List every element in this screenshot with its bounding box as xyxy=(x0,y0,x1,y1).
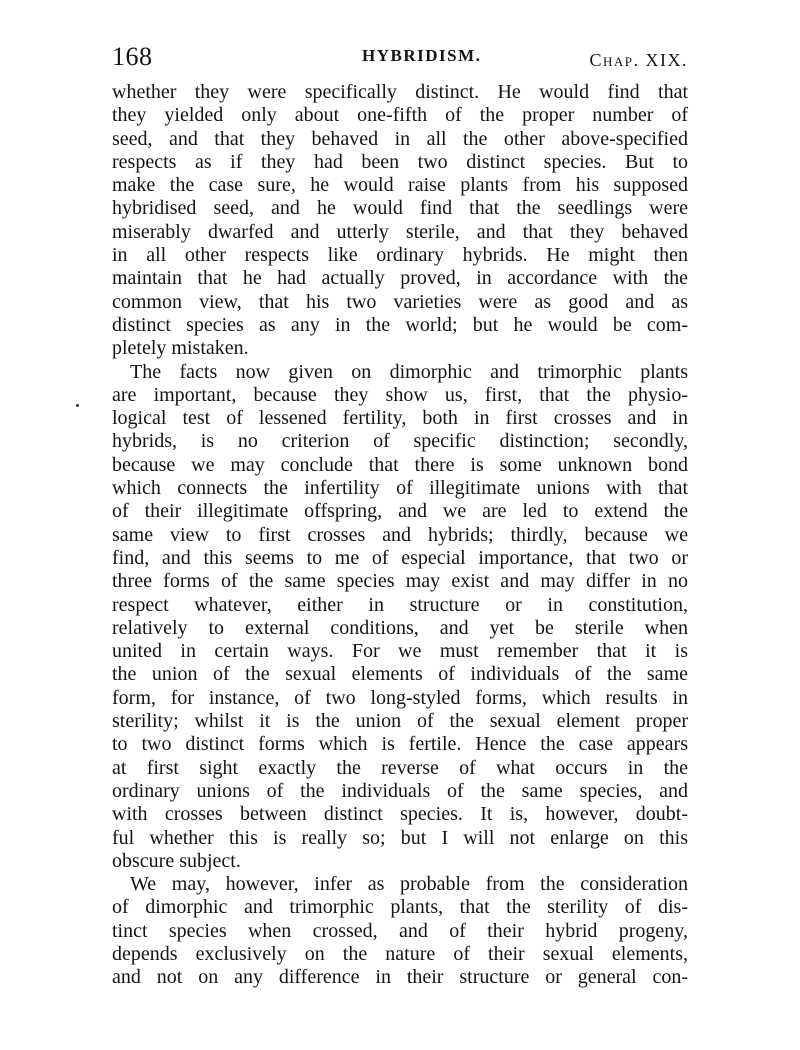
text-line: tinct species when crossed, and of their hybrid progeny, xyxy=(112,919,688,942)
text-line: respect whatever, either in structure or in constitution, xyxy=(112,593,688,616)
text-line: find, and this seems to me of especial importance, that two or xyxy=(112,546,688,569)
text-line: ful whether this is really so; but I will not enlarge on this xyxy=(112,826,688,849)
body-text xyxy=(112,81,688,990)
text-line: of their illegitimate offspring, and we are led to extend the xyxy=(112,500,688,523)
text-line: obscure subject. xyxy=(112,849,241,872)
text-line: to two distinct forms which is fertile. Hence the case appears xyxy=(112,733,688,756)
text-line: and not on any difference in their structure or general con- xyxy=(112,966,688,989)
text-line: are important, because they show us, first, that the physio- xyxy=(112,383,688,406)
text-line: at first sight exactly the reverse of what occurs in the xyxy=(112,756,688,779)
margin-mark xyxy=(76,404,79,407)
text-line: maintain that he had actually proved, in accordance with the xyxy=(112,267,688,290)
text-line: the union of the sexual elements of individuals of the same xyxy=(112,663,688,686)
text-line: in all other respects like ordinary hybrids. He might then xyxy=(112,244,688,267)
text-line: We may, however, infer as probable from the consideration xyxy=(130,873,688,896)
text-line: common view, that his two varieties were as good and as xyxy=(112,290,688,313)
paragraph xyxy=(112,81,688,361)
text-line: sterility; whilst it is the union of the sexual element proper xyxy=(112,710,688,733)
text-line: pletely mistaken. xyxy=(112,337,249,360)
page-number: 168 xyxy=(112,42,153,71)
text-line: hybrids, is no criterion of specific distinction; secondly, xyxy=(112,430,688,453)
text-line: relatively to external conditions, and yet be sterile when xyxy=(112,616,688,639)
text-line: three forms of the same species may exist and may differ in no xyxy=(112,570,688,593)
text-line: seed, and that they behaved in all the other above-specified xyxy=(112,127,688,150)
text-line: united in certain ways. For we must remember that it is xyxy=(112,640,688,663)
paragraph xyxy=(112,873,688,989)
text-line: depends exclusively on the nature of their sexual elements, xyxy=(112,942,688,965)
text-line: respects as if they had been two distinct species. But to xyxy=(112,150,688,173)
text-line: they yielded only about one-fifth of the proper number of xyxy=(112,104,688,127)
paragraph xyxy=(112,361,688,874)
running-title: HYBRIDISM. xyxy=(362,46,482,65)
text-line: whether they were specifically distinct. He would find that xyxy=(112,81,688,103)
text-line: because we may conclude that there is some unknown bond xyxy=(112,453,688,476)
text-line: of dimorphic and trimorphic plants, that the sterility of dis- xyxy=(112,896,688,919)
text-line: form, for instance, of two long-styled forms, which results in xyxy=(112,686,688,709)
text-line: make the case sure, he would raise plants from his supposed xyxy=(112,174,688,197)
text-line: which connects the infertility of illegitimate unions with that xyxy=(112,477,688,500)
text-line: distinct species as any in the world; but he would be com- xyxy=(112,313,688,336)
text-line: miserably dwarfed and utterly sterile, and that they behaved xyxy=(112,220,688,243)
page-header xyxy=(112,40,688,76)
text-line: hybridised seed, and he would find that the seedlings were xyxy=(112,197,688,220)
chapter-label: Chap. XIX. xyxy=(589,50,688,70)
text-line: ordinary unions of the individuals of the same species, and xyxy=(112,779,688,802)
text-line: The facts now given on dimorphic and trimorphic plants xyxy=(130,360,688,383)
text-line: with crosses between distinct species. It is, however, doubt- xyxy=(112,803,688,826)
text-line: same view to first crosses and hybrids; thirdly, because we xyxy=(112,523,688,546)
text-line: logical test of lessened fertility, both in first crosses and in xyxy=(112,407,688,430)
